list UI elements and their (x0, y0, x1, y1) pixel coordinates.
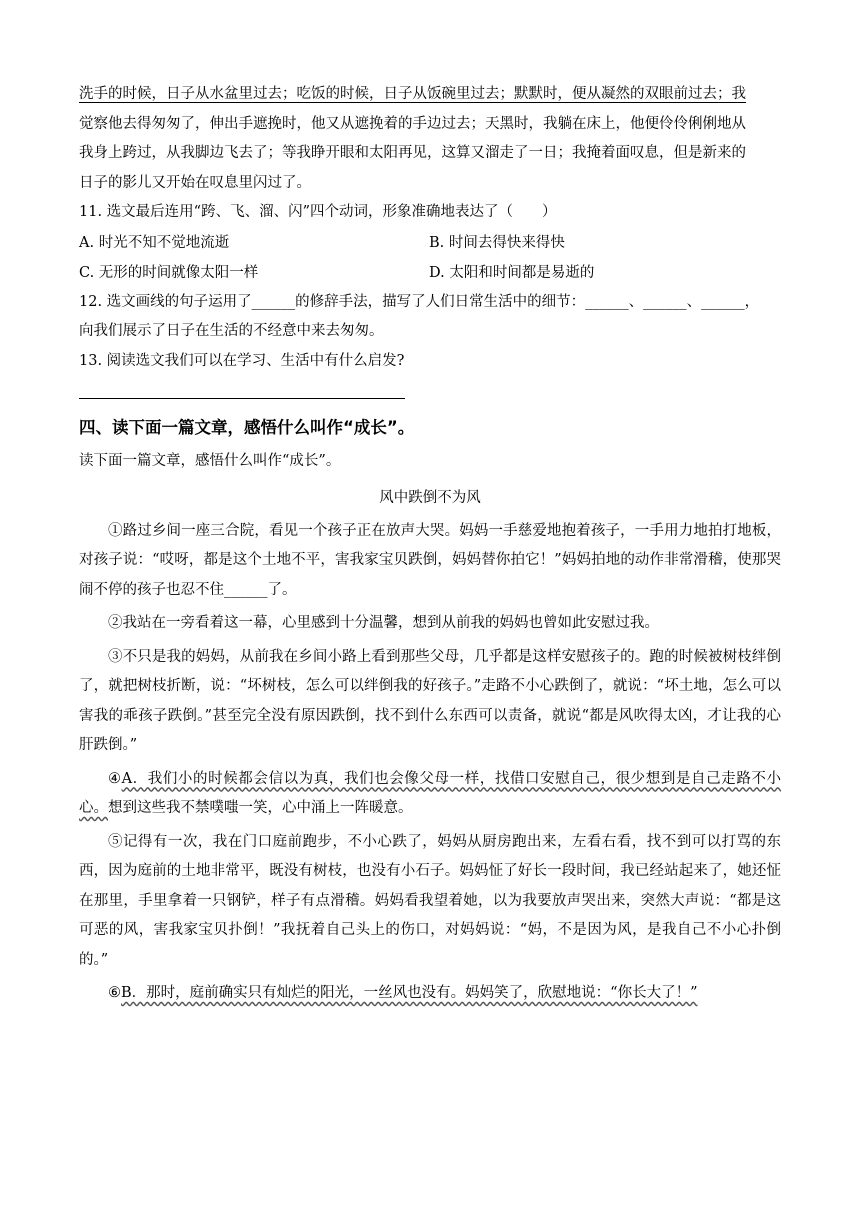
question-12 (79, 288, 781, 347)
article-title: 风中跌倒不为风 (379, 489, 481, 506)
section-4-heading: 四、读下面一篇文章，感悟什么叫作“成长”。 (79, 418, 415, 437)
q11-options (79, 228, 781, 288)
para-4-rest: 想到这些我不禁噗嗤一笑，心中涌上一阵暖意。 (108, 800, 413, 816)
q11-option-b[interactable]: B. 时间去得快来得快 (429, 234, 565, 251)
para-4-number: ④ (108, 770, 122, 787)
para-6-number: ⑥ (108, 985, 121, 1001)
passage-top (79, 80, 781, 198)
marked-sentence-a: A．我们小的时候都会信以为真，我们也会像父母一样，找借口安慰自己，很少想到是自己走路不小心。 (79, 770, 782, 816)
section-4-intro: 读下面一篇文章，感悟什么叫作“成长”。 (79, 453, 341, 469)
q11-option-a[interactable]: A. 时光不知不觉地流逝 (79, 234, 230, 251)
q13-answer-line[interactable] (79, 376, 405, 399)
article-para-2: ②我站在一旁看着这一幕，心里感到十分温馨，想到从前我的妈妈也曾如此安慰过我。 (108, 615, 659, 631)
section-4 (79, 413, 781, 1009)
question-13 (79, 347, 781, 400)
article-para-3: ③不只是我的妈妈，从前我在乡间小路上看到那些父母，几乎都是这样安慰孩子的。跑的时候被树枝绊倒了，就把树枝折断，说：“坏树枝，怎么可以绊倒我的好孩子。”走路不小心跌倒了，就说：“坏土地，怎么可以害我的乖孩子跌倒。”甚至完全没有原因跌倒，找不到什么东西可以责备，就说“都是风吹得太凶，才让我的心肝跌倒。” (79, 648, 781, 753)
q11-option-c[interactable]: C. 无形的时间就像太阳一样 (79, 264, 259, 281)
q13-stem: 13. 阅读选文我们可以在学习、生活中有什么启发? (79, 352, 405, 369)
article-para-6 (79, 979, 781, 1009)
q12-line-2: 向我们展示了日子在生活的不经意中来去匆匆。 (79, 323, 384, 339)
passage-line-4: 日子的影儿又开始在叹息里闪过了。 (79, 174, 311, 191)
passage-line-3: 我身上跨过，从我脚边飞去了；等我睁开眼和太阳再见，这算又溜走了一日；我掩着面叹息，但是新来的 (79, 145, 746, 161)
q11-option-d[interactable]: D. 太阳和时间都是易逝的 (429, 264, 595, 281)
passage-line-2: 觉察他去得匆匆了，伸出手遮挽时，他又从遮挽着的手边过去；天黑时，我躺在床上，他便伶伶俐俐地从 (79, 115, 746, 132)
q12-line-1: 12. 选文画线的句子运用了______的修辞手法，描写了人们日常生活中的细节：______、______、______， (79, 293, 760, 310)
passage-line-1 (79, 80, 781, 110)
article-para-4 (79, 765, 781, 824)
article-para-5: ⑤记得有一次，我在门口庭前跑步，不小心跌了，妈妈从厨房跑出来，左看右看，找不到可以打骂的东西，因为庭前的土地非常平，既没有树枝，也没有小石子。妈妈怔了好长一段时间，我已经站起来了，她还怔在那里，手里拿着一只钢铲，样子有点滑稽。妈妈看我望着她，以为我要放声哭出来，突然大声说：“都是这可恶的风，害我家宝贝扑倒！”我抚着自己头上的伤口，对妈妈说：“妈，不是因为风，是我自己不小心扑倒的。” (79, 833, 781, 968)
q11-stem: 11. 选文最后连用“跨、飞、溜、闪”四个动词，形象准确地表达了（ ） (79, 204, 557, 220)
underlined-sentence: 洗手的时候，日子从水盆里过去；吃饭的时候，日子从饭碗里过去；默默时，便从凝然的双眼前过去；我 (79, 86, 746, 102)
question-11 (79, 198, 781, 288)
marked-sentence-b: B．那时，庭前确实只有灿烂的阳光，一丝风也没有。妈妈笑了，欣慰地说：“你长大了！” (121, 985, 698, 1001)
article-para-1: ①路过乡间一座三合院，看见一个孩子正在放声大哭。妈妈一手慈爱地抱着孩子，一手用力地拍打地板，对孩子说：“哎呀，都是这个土地不平，害我家宝贝跌倒，妈妈替你拍它！”妈妈拍地的动作非常滑稽，使那哭闹不停的孩子也忍不住______了。 (79, 522, 781, 598)
